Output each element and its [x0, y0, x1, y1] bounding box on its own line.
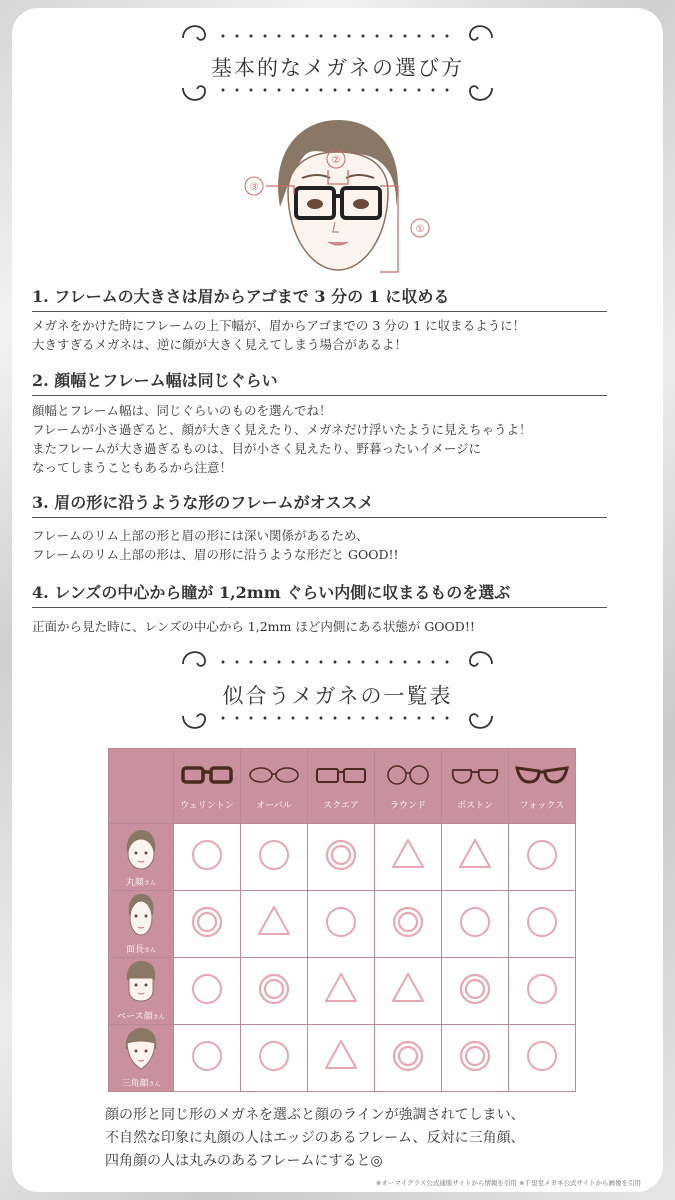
section-2-line: フレームが小さ過ぎると、顔が大きく見えたり、メガネだけ浮いたように見えちゃうよ！ [32, 422, 532, 437]
rating-cell [442, 1025, 509, 1092]
rating-mark [455, 969, 495, 1009]
section-1-line: メガネをかけた時にフレームの上下幅が、眉からアゴまでの 3 分の 1 に収まるように！ [32, 318, 526, 333]
rating-mark [187, 902, 227, 942]
face-type-suffix: さん [152, 1014, 165, 1021]
face-type-cell [109, 1025, 174, 1092]
rating-mark [522, 902, 562, 942]
face-measure-diagram [230, 112, 440, 282]
frame-header [241, 749, 308, 824]
section-4-title: 4. レンズの中心から瞳が 1,2mm ぐらい内側に収まるものを選ぶ [32, 580, 607, 608]
frame-name: ラウンド [389, 800, 426, 811]
section-1-line: 大きすぎるメガネは、逆に顔が大きく見えてしまう場合があるよ！ [32, 337, 408, 352]
section-3-title: 3. 眉の形に沿うような形のフレームがオススメ [32, 490, 607, 518]
rating-mark [388, 835, 428, 875]
rating-mark [522, 835, 562, 875]
section-2-line: またフレームが大き過ぎるものは、目が小さく見えたり、野暮ったいイメージに [32, 441, 482, 456]
base-face-icon [121, 960, 161, 1006]
rating-mark [455, 1036, 495, 1076]
rating-mark [388, 1036, 428, 1076]
frame-name: ボストン [456, 800, 493, 811]
table-heading: 似合うメガネの一覧表 [222, 684, 453, 708]
section-4-body [32, 617, 652, 636]
frame-name: オーバル [256, 800, 292, 811]
face-type-cell [109, 891, 174, 958]
label-1: ① [415, 224, 425, 235]
rating-mark [321, 902, 361, 942]
section-2-body [32, 401, 652, 477]
rating-cell [375, 1025, 442, 1092]
rating-cell [174, 891, 241, 958]
section-4-line: 正面から見た時に、レンズの中心から 1,2mm ほど内側にある状態が GOOD!! [32, 619, 475, 634]
section-1-body [32, 316, 652, 354]
table-ornament-lower [175, 708, 500, 738]
rating-mark [522, 969, 562, 1009]
rating-mark [187, 835, 227, 875]
rating-cell [174, 824, 241, 891]
page-title: 基本的なメガネの選び方 [211, 56, 464, 80]
rating-cell [174, 1025, 241, 1092]
table-header-row [109, 749, 576, 824]
frame-name: フォックス [519, 800, 565, 811]
rating-cell [308, 824, 375, 891]
section-3-line: フレームのリム上部の形は、眉の形に沿うような形だと GOOD!! [32, 547, 399, 562]
rating-cell [241, 1025, 308, 1092]
rating-cell [308, 958, 375, 1025]
table-row [109, 891, 576, 958]
rating-cell [442, 824, 509, 891]
section-2-line: なってしまうこともあるから注意！ [32, 460, 233, 475]
table-row [109, 1025, 576, 1092]
rating-mark [522, 1036, 562, 1076]
rating-mark [254, 1036, 294, 1076]
rating-cell [174, 958, 241, 1025]
rating-mark [321, 1036, 361, 1076]
square-glasses-icon [313, 762, 369, 788]
face-type-name: 面長 [125, 945, 144, 955]
rating-mark [455, 902, 495, 942]
rating-mark [187, 1036, 227, 1076]
round-face-icon [121, 828, 161, 874]
face-type-cell [109, 824, 174, 891]
rating-cell [375, 891, 442, 958]
compatibility-table [108, 748, 576, 1092]
rating-cell [241, 958, 308, 1025]
face-type-name: 丸顔 [125, 878, 144, 888]
rating-mark [254, 969, 294, 1009]
footer-line: 顔の形と同じ形のメガネを選ぶと顔のラインが強調されてしまい、 [105, 1107, 525, 1123]
frame-name: スクエア [323, 800, 359, 811]
rating-cell [241, 891, 308, 958]
triangle-face-icon [121, 1027, 161, 1073]
section-2-line: 顔幅とフレーム幅は、同じぐらいのものを選んでね！ [32, 403, 332, 418]
section-1-title: 1. フレームの大きさは眉からアゴまで 3 分の 1 に収める [32, 284, 607, 312]
face-type-suffix: さん [144, 947, 157, 954]
rating-mark [388, 969, 428, 1009]
table-ornament-upper [175, 642, 500, 672]
frame-header [375, 749, 442, 824]
rating-cell [509, 891, 576, 958]
table-row [109, 824, 576, 891]
oval-glasses-icon [246, 762, 302, 788]
fox-glasses-icon [514, 762, 570, 788]
label-2: ② [331, 155, 341, 166]
rating-cell [375, 824, 442, 891]
face-type-suffix: さん [144, 880, 157, 887]
frame-header [174, 749, 241, 824]
rating-mark [254, 902, 294, 942]
top-ornament-lower [175, 80, 500, 110]
rating-cell [509, 1025, 576, 1092]
rating-cell [308, 1025, 375, 1092]
rating-cell [241, 824, 308, 891]
boston-glasses-icon [447, 762, 503, 788]
rating-cell [509, 824, 576, 891]
table-corner [109, 749, 174, 824]
footer-line: 四角顔の人は丸みのあるフレームにすると◎ [105, 1153, 383, 1169]
face-type-name: 三角顔 [121, 1079, 149, 1089]
round-glasses-icon [380, 762, 436, 788]
section-2-title: 2. 顔幅とフレーム幅は同じぐらい [32, 368, 607, 396]
rating-mark [455, 835, 495, 875]
frame-header [509, 749, 576, 824]
section-3-body [32, 526, 652, 564]
frame-header [308, 749, 375, 824]
frame-name: ウェリントン [180, 800, 234, 811]
face-type-suffix: さん [148, 1081, 161, 1088]
rating-cell [442, 958, 509, 1025]
rating-cell [442, 891, 509, 958]
top-ornament-upper [175, 16, 500, 46]
frame-header [442, 749, 509, 824]
rating-cell [375, 958, 442, 1025]
rating-mark [321, 969, 361, 1009]
rating-mark [388, 902, 428, 942]
rating-cell [509, 958, 576, 1025]
face-type-cell [109, 958, 174, 1025]
rating-mark [187, 969, 227, 1009]
footer-line: 不自然な印象に丸顔の人はエッジのあるフレーム、反対に三角顔、 [105, 1130, 525, 1146]
table-row [109, 958, 576, 1025]
rating-cell [308, 891, 375, 958]
long-face-icon [121, 893, 161, 939]
source-credit: ※オーマイグラス公式通販サイトから情報を引用 ※千里堂メガネ公式サイトから画像を引用 [375, 1179, 641, 1187]
rating-mark [254, 835, 294, 875]
label-3: ③ [249, 182, 259, 193]
wellington-glasses-icon [179, 762, 235, 788]
section-3-line: フレームのリム上部の形と眉の形には深い関係があるため、 [32, 528, 369, 543]
face-type-name: ベース顔 [117, 1012, 153, 1022]
footer-note [105, 1104, 525, 1173]
rating-mark [321, 835, 361, 875]
